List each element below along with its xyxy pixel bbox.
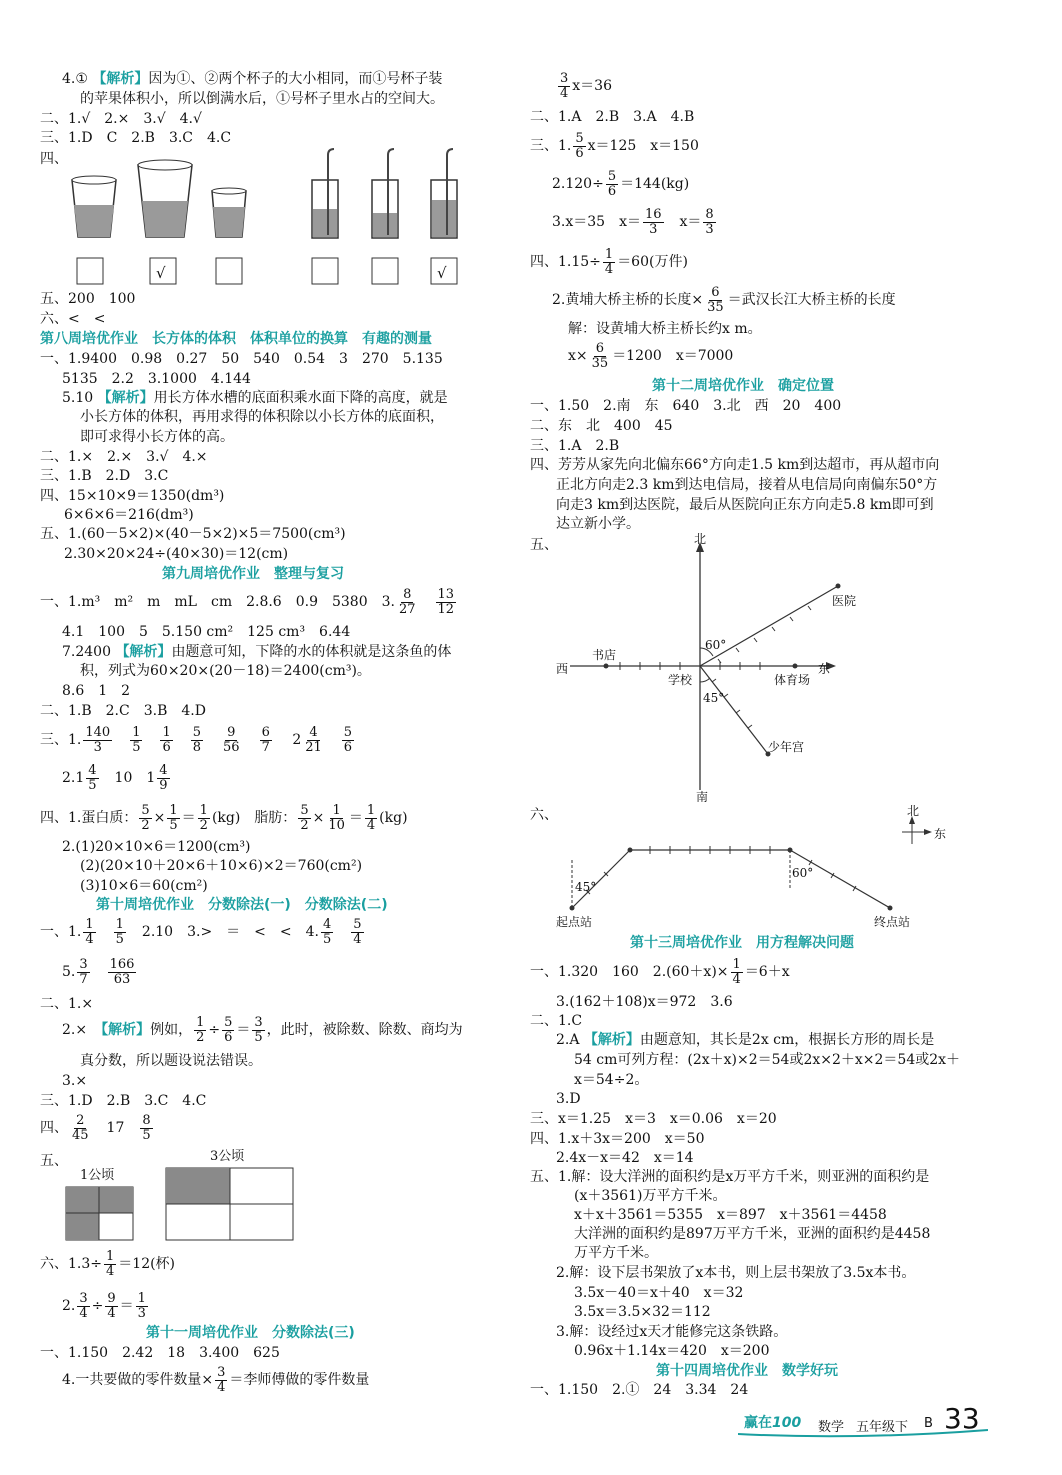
r-part4c: 解：设黄埔大桥主桥长约x m。 bbox=[568, 321, 762, 337]
r13-part5c: x＋x＋3561＝5355 x＝897 x＋3561＝4458 bbox=[574, 1207, 887, 1223]
s10-part4: 四、 $\frac{2}{45}$ 17 $\frac{8}{5}$ bbox=[40, 1112, 151, 1143]
r12-part3: 三、1.A 2.B bbox=[530, 438, 620, 454]
r13-part5g: 3.5x－40＝x＋40 x＝32 bbox=[574, 1285, 744, 1301]
s11-part1: 一、1.150 2.42 18 3.400 625 bbox=[40, 1345, 280, 1361]
map-west: 西 bbox=[556, 662, 569, 676]
fraction: $\frac{5}{8}$ bbox=[192, 724, 202, 755]
map-bookstore: 书店 bbox=[592, 648, 617, 662]
analysis-tag: 【解析】 bbox=[115, 644, 172, 660]
r13-part5j: 0.96x＋1.14x＝420 x＝200 bbox=[574, 1343, 770, 1359]
heading-week13: 第十三周培优作业 用方程解决问题 bbox=[630, 935, 854, 951]
map-angle-60: 60° bbox=[705, 638, 727, 652]
check-mark-1: √ bbox=[156, 264, 166, 282]
s10-part3: 三、1.D 2.B 3.C 4.C bbox=[40, 1093, 207, 1109]
s7-q4-line2: 的苹果体积小，所以倒满水后，①号杯子里水占的空间大。 bbox=[80, 91, 444, 107]
s8-part3: 三、1.B 2.D 3.C bbox=[40, 468, 169, 484]
r12-part4c: 向走3 km到达医院，最后从医院向正东方向走5.8 km即可到 bbox=[556, 497, 934, 513]
r13-part2d: x＝54÷2。 bbox=[574, 1072, 649, 1088]
s8-part2: 二、1.× 2.× 3.√ 4.× bbox=[40, 449, 208, 465]
map-hospital: 医院 bbox=[832, 594, 857, 608]
s9-q7-line1: 7.2400 【解析】由题意可知，下降的水的体积就是这条鱼的体 bbox=[62, 644, 452, 660]
r13-part2a: 二、1.C bbox=[530, 1013, 583, 1029]
analysis-tag: 【解析】 bbox=[101, 1022, 151, 1038]
r13-part4a: 四、1.x＋3x＝200 x＝50 bbox=[530, 1131, 705, 1147]
fraction: $\frac{1}{6}$ bbox=[162, 724, 171, 755]
fraction: $\frac{8}{27}$ bbox=[398, 586, 416, 617]
fraction: $\frac{9}{56}$ bbox=[223, 724, 240, 755]
s10-part2b: 2.× 【解析】例如， $\frac{1}{2}$ ÷ $\frac{5}{6}$ ＝ $\frac{3}{5}$ ，此时，被除数、除数、商均为 bbox=[62, 1014, 463, 1045]
s8-part1b: 5135 2.2 3.1000 4.144 bbox=[62, 371, 251, 387]
route-angle-60: 60° bbox=[792, 866, 814, 880]
map-youth-palace: 少年宫 bbox=[768, 740, 805, 754]
s9-part2: 二、1.B 2.C 3.B 4.D bbox=[40, 703, 206, 719]
r13-part5e: 万平方千米。 bbox=[574, 1245, 658, 1261]
r13-part2c: 54 cm可列方程：(2x＋x)×2＝54或2x×2＋x×2＝54或2x＋ bbox=[574, 1052, 961, 1068]
r13-part5f: 2.解：设下层书架放了x本书，则上层书架放了3.5x本书。 bbox=[556, 1265, 916, 1281]
analysis-tag: 【解析】 bbox=[97, 390, 154, 406]
r13-part1b: 3.(162＋108)x＝972 3.6 bbox=[556, 994, 733, 1010]
r13-part4b: 2.4x－x＝42 x＝14 bbox=[556, 1150, 694, 1166]
r12-part5: 五、 bbox=[530, 537, 558, 553]
brand-name: 赢在100 bbox=[744, 1415, 802, 1431]
route-start: 起点站 bbox=[556, 915, 593, 929]
s8-part4b: 6×6×6＝216(dm³) bbox=[64, 507, 194, 523]
r-part3c: 3.x＝35 x＝ $\frac{16}{3}$ x＝ $\frac{8}{3}$ bbox=[552, 206, 714, 237]
s8-q5-line2: 小长方体的体积，再用求得的体积除以小长方体的底面积， bbox=[80, 409, 444, 425]
r-part4d: x× $\frac{6}{35}$ ＝1200 x＝7000 bbox=[568, 340, 734, 371]
s7-q4-line1: 4.① 【解析】因为①、②两个杯子的大小相同，而①号杯子装 bbox=[62, 71, 443, 87]
fraction: $\frac{4}{21}$ bbox=[305, 724, 322, 755]
r-line0: $\frac{3}{4}$ x＝36 bbox=[560, 70, 612, 101]
r13-part5h: 3.5x＝3.5×32＝112 bbox=[574, 1304, 711, 1320]
route-east: 东 bbox=[934, 827, 947, 841]
route-diagram bbox=[560, 800, 960, 920]
r-part2: 二、1.A 2.B 3.A 4.B bbox=[530, 109, 695, 125]
s9-part4b: 2.(1)20×10×6＝1200(cm³) bbox=[62, 839, 251, 855]
s7-part2: 二、1.√ 2.× 3.√ 4.√ bbox=[40, 111, 202, 127]
check-mark-2: √ bbox=[437, 264, 447, 282]
r12-part4a: 四、芳芳从家先向北偏东66°方向走1.5 km到达超市，再从超市向 bbox=[530, 457, 940, 473]
fraction: $\frac{4}{9}$ bbox=[159, 762, 168, 793]
s10-part1b: 5. $\frac{3}{7}$ $\frac{166}{63}$ bbox=[62, 956, 135, 987]
route-end: 终点站 bbox=[874, 915, 911, 929]
r-part4a: 四、1.15÷ $\frac{1}{4}$ ＝60(万件) bbox=[530, 246, 688, 277]
route-north: 北 bbox=[907, 804, 920, 818]
r13-part3: 三、x＝1.25 x＝3 x＝0.06 x＝20 bbox=[530, 1111, 777, 1127]
s9-part3b: 2.1 $\frac{4}{5}$ 10 1 $\frac{4}{9}$ bbox=[62, 762, 168, 793]
s8-q5-line1: 5.10 【解析】用长方体水槽的底面积乘水面下降的高度，就是 bbox=[62, 390, 448, 406]
r13-part5i: 3.解：设经过x天才能修完这条铁路。 bbox=[556, 1324, 788, 1340]
label-1-hectare: 1公顷 bbox=[80, 1168, 115, 1183]
heading-week9: 第九周培优作业 整理与复习 bbox=[162, 566, 344, 582]
s8-part1a: 一、1.9400 0.98 0.27 50 540 0.54 3 270 5.135 bbox=[40, 351, 443, 367]
r-part4b: 2.黄埔大桥主桥的长度× $\frac{6}{35}$ ＝武汉长江大桥主桥的长度 bbox=[552, 284, 896, 315]
s8-part5-2: 2.30×20×24÷(40×30)＝12(cm) bbox=[64, 546, 289, 562]
map-school: 学校 bbox=[668, 673, 693, 687]
s10-part2a: 二、1.× bbox=[40, 996, 94, 1012]
r12-part4b: 正北方向走2.3 km到达电信局，接着从电信局向南偏东50°方 bbox=[556, 477, 938, 493]
s9-part4d: (3)10×6＝60(cm²) bbox=[80, 878, 208, 894]
s8-part5-1: 五、1.(60－5×2)×(40－5×2)×5＝7500(cm³) bbox=[40, 526, 346, 542]
s9-part1a: 一、1.m³ m² m mL cm 2.8.6 0.9 5380 3. $\frac{8}{27}$ $\frac{13}{12}$ bbox=[40, 586, 455, 617]
r12-part4d: 达立新小学。 bbox=[556, 516, 640, 532]
s9-part3a: 三、1. $\frac{140}{3}$ $\frac{1}{5}$ $\frac{1}{6}$ $\frac{5}{8}$ $\frac{9}{56}$ $\frac{6}{7}$ 2 $\frac{4}{21}$ $\frac{5}{6}$ bbox=[40, 724, 353, 755]
heading-week14: 第十四周培优作业 数学好玩 bbox=[656, 1363, 838, 1379]
s9-part4a: 四、1.蛋白质： $\frac{5}{2}$ × $\frac{1}{5}$ ＝ $\frac{1}{2}$ (kg) 脂肪： $\frac{5}{2}$ × $\frac{1}{10}$ ＝ $\frac{1}{4}$ (kg) bbox=[40, 802, 408, 833]
fraction: $\frac{1}{5}$ bbox=[132, 724, 141, 755]
r13-part5b: (x＋3561)万平方千米。 bbox=[574, 1188, 727, 1204]
r12-part6: 六、 bbox=[530, 807, 558, 823]
route-angle-45: 45° bbox=[575, 880, 597, 894]
fraction: $\frac{4}{5}$ bbox=[88, 762, 97, 793]
r13-part1a: 一、1.320 160 2.(60＋x)× $\frac{1}{4}$ ＝6＋x bbox=[530, 956, 790, 987]
grade: 五年级下 bbox=[856, 1420, 909, 1435]
r-part3a: 三、1. $\frac{5}{6}$ x＝125 x＝150 bbox=[530, 130, 699, 161]
map-angle-45: 45° bbox=[703, 691, 725, 705]
r13-part2b: 2.A 【解析】由题意知，其长是2x cm，根据长方形的周长是 bbox=[556, 1032, 935, 1048]
hectare-grids bbox=[64, 1165, 299, 1245]
fraction: $\frac{13}{12}$ bbox=[437, 586, 455, 617]
heading-week8: 第八周培优作业 长方体的体积 体积单位的换算 有趣的测量 bbox=[40, 331, 432, 347]
s10-part6a: 六、1.3÷ $\frac{1}{4}$ ＝12(杯) bbox=[40, 1248, 176, 1279]
r14-part1: 一、1.150 2.① 24 3.34 24 bbox=[530, 1382, 749, 1398]
s8-part4a: 四、15×10×9＝1350(dm³) bbox=[40, 488, 225, 504]
direction-map bbox=[550, 530, 880, 805]
analysis-tag: 【解析】 bbox=[92, 71, 149, 87]
s9-q8: 8.6 1 2 bbox=[62, 683, 131, 699]
s9-q7-line2: 积，列式为60×20×(20－18)＝2400(cm³)。 bbox=[80, 663, 371, 679]
heading-week11: 第十一周培优作业 分数除法(三) bbox=[146, 1325, 355, 1341]
r13-part5d: 大洋洲的面积约是897万平方千米，亚洲的面积约是4458 bbox=[574, 1226, 931, 1242]
map-east: 东 bbox=[818, 662, 831, 676]
s10-part5: 五、 bbox=[40, 1153, 68, 1169]
fraction: $\frac{140}{3}$ bbox=[85, 724, 111, 755]
fraction: $\frac{5}{6}$ bbox=[343, 724, 353, 755]
s7-part5: 五、200 100 bbox=[40, 291, 136, 307]
r12-part1: 一、1.50 2.南 东 640 3.北 西 20 400 bbox=[530, 398, 842, 414]
s7-part6: 六、< < bbox=[40, 311, 106, 327]
subject: 数学 bbox=[818, 1420, 845, 1435]
fraction: $\frac{6}{7}$ bbox=[261, 724, 270, 755]
map-stadium: 体育场 bbox=[774, 673, 811, 687]
r-part3b: 2.120÷ $\frac{5}{6}$ ＝144(kg) bbox=[552, 168, 690, 199]
r12-part2: 二、东 北 400 45 bbox=[530, 418, 673, 434]
s9-part4c: (2)(20×10＋20×6＋10×6)×2＝760(cm²) bbox=[80, 858, 363, 874]
s7-part3: 三、1.D C 2.B 3.C 4.C bbox=[40, 130, 232, 146]
heading-week10: 第十周培优作业 分数除法(一) 分数除法(二) bbox=[96, 897, 388, 913]
edition: B bbox=[924, 1416, 933, 1431]
r13-part5a: 五、1.解：设大洋洲的面积约是x万平方千米，则亚洲的面积约是 bbox=[530, 1169, 930, 1185]
map-north: 北 bbox=[694, 532, 707, 546]
page-number: 33 bbox=[944, 1402, 980, 1435]
map-south: 南 bbox=[696, 790, 709, 804]
s7-part4: 四、 bbox=[40, 151, 68, 167]
label-3-hectare: 3公顷 bbox=[210, 1149, 245, 1164]
heading-week12: 第十二周培优作业 确定位置 bbox=[652, 378, 834, 394]
s9-part1b: 4.1 100 5 5.150 cm² 125 cm³ 6.44 bbox=[62, 624, 351, 640]
s8-q5-line3: 即可求得小长方体的高。 bbox=[80, 429, 234, 445]
s10-part2c: 真分数，所以题设说法错误。 bbox=[80, 1053, 262, 1069]
s10-part1a: 一、1. $\frac{1}{4}$ $\frac{1}{5}$ 2.10 3.> ＝ < < 4. $\frac{4}{5}$ $\frac{5}{4}$ bbox=[40, 916, 362, 947]
cups-illustration bbox=[60, 145, 480, 295]
s10-part6b: 2. $\frac{3}{4}$ ÷ $\frac{9}{4}$ ＝ $\frac{1}{3}$ bbox=[62, 1290, 146, 1321]
analysis-tag: 【解析】 bbox=[583, 1032, 640, 1048]
s11-q4: 4.一共要做的零件数量× $\frac{3}{4}$ ＝李师傅做的零件数量 bbox=[62, 1364, 370, 1395]
s10-part2d: 3.× bbox=[62, 1073, 88, 1089]
r13-part2e: 3.D bbox=[556, 1091, 581, 1107]
